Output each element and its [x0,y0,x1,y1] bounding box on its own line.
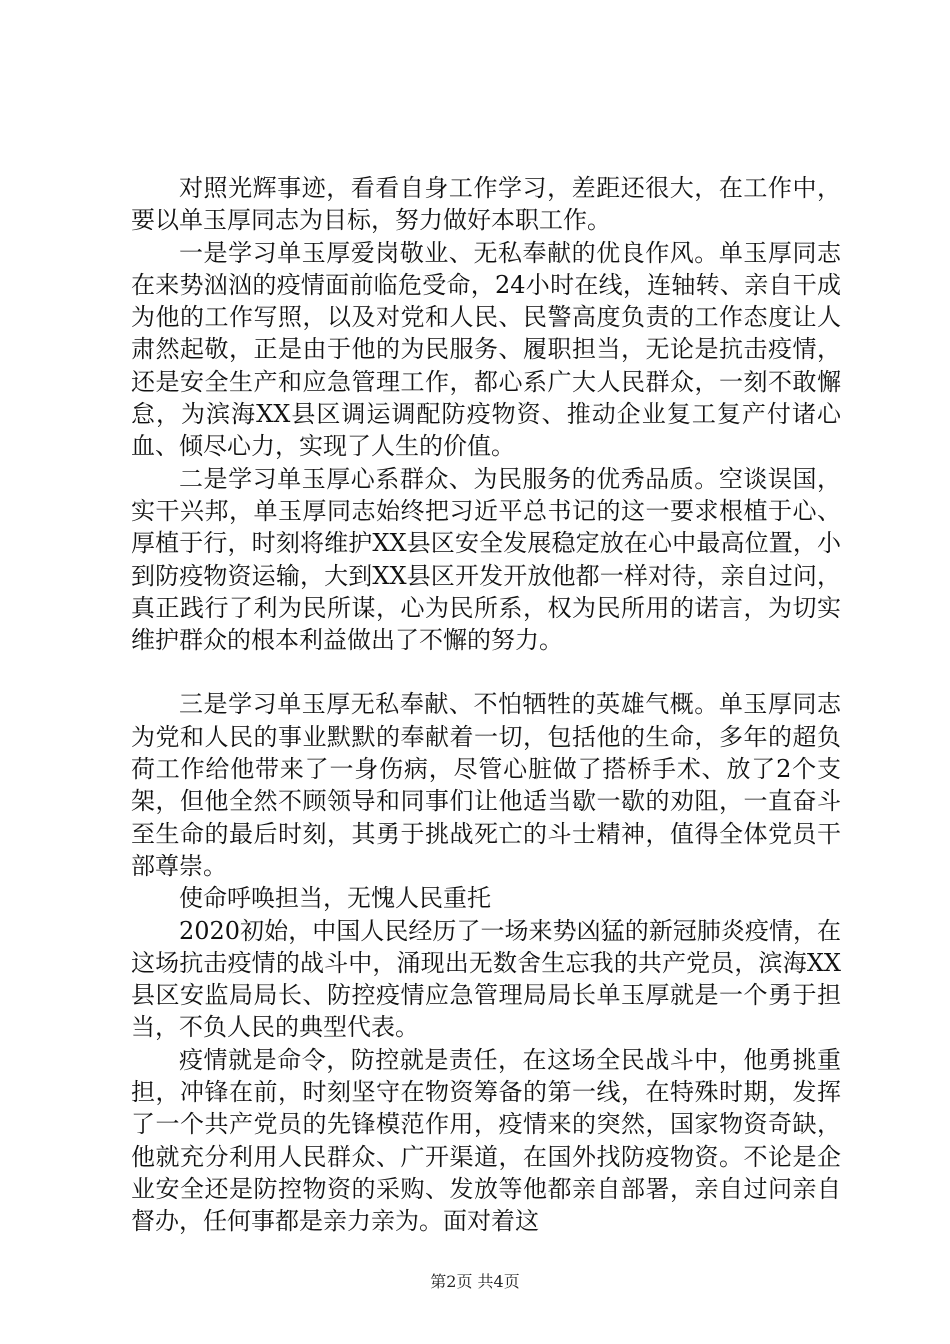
paragraph-background: 2020初始，中国人民经历了一场来势凶猛的新冠肺炎疫情，在这场抗击疫情的战斗中，涌现出无数舍生忘我的共产党员，滨海XX县区安监局局长、防控疫情应急管理局局长单玉厚就是一个勇于担当，不负人民的典型代表。 [131,916,841,1042]
document-body [131,172,841,1238]
paragraph-point-three: 三是学习单玉厚无私奉献、不怕牺牲的英雄气概。单玉厚同志为党和人民的事业默默的奉献着一切，包括他的生命，多年的超负荷工作给他带来了一身伤病，尽管心脏做了搭桥手术、放了2个支架，但他全然不顾领导和同事们让他适当歇一歇的劝阻，一直奋斗至生命的最后时刻，其勇于挑战死亡的斗士精神，值得全体党员干部尊崇。 [131,690,841,880]
paragraph-point-two: 二是学习单玉厚心系群众、为民服务的优秀品质。空谈误国，实干兴邦，单玉厚同志始终把习近平总书记的这一要求根植于心、厚植于行，时刻将维护XX县区安全发展稳定放在心中最高位置，小到防疫物资运输，大到XX县区开发开放他都一样对待，亲自过问，真正践行了利为民所谋，心为民所系，权为民所用的诺言，为切实维护群众的根本利益做出了不懈的努力。 [131,464,841,655]
paragraph-point-one: 一是学习单玉厚爱岗敬业、无私奉献的优良作风。单玉厚同志在来势汹汹的疫情面前临危受命，24小时在线，连轴转、亲自干成为他的工作写照，以及对党和人民、民警高度负责的工作态度让人肃然起敬，正是由于他的为民服务、履职担当，无论是抗击疫情，还是安全生产和应急管理工作，都心系广大人民群众，一刻不敢懈怠，为滨海XX县区调运调配防疫物资、推动企业复工复产付诸心血、倾尽心力，实现了人生的价值。 [131,238,841,461]
page-number-footer: 第2页 共4页 [430,1272,520,1291]
paragraph-intro: 对照光辉事迹，看看自身工作学习，差距还很大，在工作中，要以单玉厚同志为目标，努力做好本职工作。 [131,174,841,235]
paragraph-epidemic-response: 疫情就是命令，防控就是责任，在这场全民战斗中，他勇挑重担，冲锋在前，时刻坚守在物资筹备的第一线，在特殊时期，发挥了一个共产党员的先锋模范作用，疫情来的突然，国家物资奇缺，他就充分利用人民群众、广开渠道，在国外找防疫物资。不论是企业安全还是防控物资的采购、发放等他都亲自部署，亲自过问亲自督办，任何事都是亲力亲为。面对着这 [131,1045,841,1236]
section-heading: 使命呼唤担当，无愧人民重托 [179,884,491,913]
